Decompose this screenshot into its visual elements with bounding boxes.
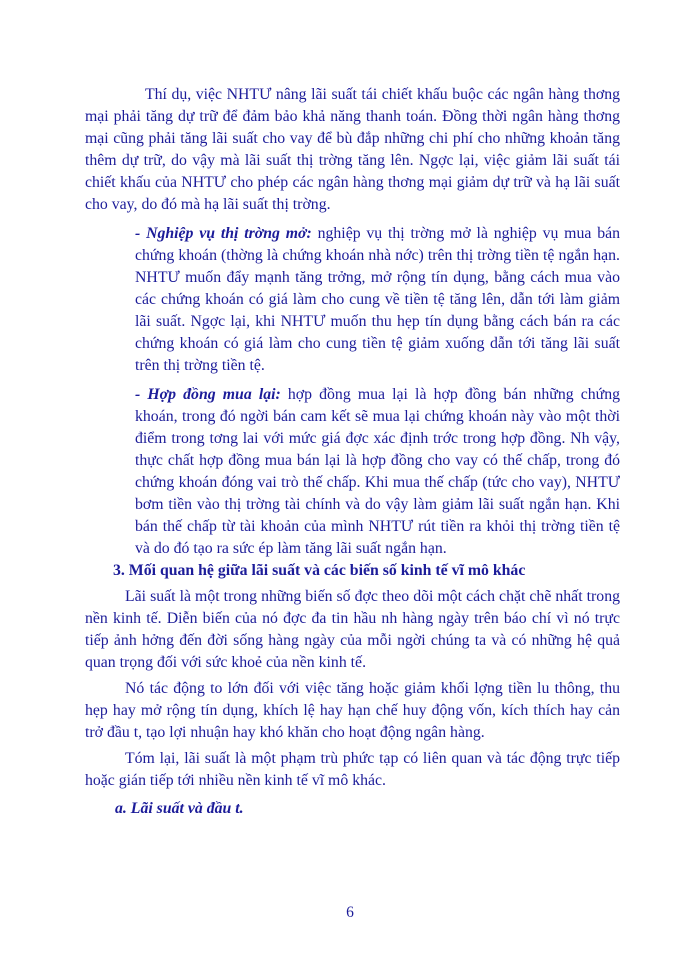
paragraph-discount-rate: Thí dụ, việc NHTƯ nâng lãi suất tái chiết khấu buộc các ngân hàng thơng mại phải tăng dự trữ để đảm bảo khả năng thanh toán. Đồng thời ngân hàng thơng mại cũng phải tăng lãi suất cho vay để bù đắp những chi phí cho những khoản tăng thêm dự trữ, do vậy mà lãi suất thị trờng tăng lên. Ngợc lại, việc giảm lãi suất tái chiết khấu của NHTƯ cho phép các ngân hàng thơng mại giảm dự trữ và hạ lãi suất cho vay, do đó mà hạ lãi suất thị trờng. <box>85 86 620 213</box>
paragraph-repurchase-agreement <box>135 384 620 560</box>
repurchase-body-text: hợp đồng mua lại là hợp đồng bán những chứng khoán, trong đó ngời bán cam kết sẽ mua lại chứng khoán này vào một thời điểm trong tơng lai với mức giá đợc xác định trớc trong hợp đồng. Nh vậy, thực chất hợp đồng mua bán lại là hợp đồng cho vay có thế chấp, trong đó chứng khoán đóng vai trò thế chấp. Khi mua thế chấp (tức cho vay), NHTƯ bơm tiền vào thị trờng tài chính và do vậy làm giảm lãi suất ngắn hạn. Khi bán thế chấp từ tài khoản của mình NHTƯ rút tiền ra khỏi thị trờng tiền tệ và do đó tạo ra sức ép làm tăng lãi suất ngắn hạn. <box>135 386 620 557</box>
paragraph-interest-rate-effects: Nó tác động to lớn đối với việc tăng hoặc giảm khối lợng tiền lu thông, thu hẹp hay mở rộng tín dụng, khích lệ hay hạn chế huy động vốn, kích thích hay cản trở đầu t, tạo lợi nhuận hay khó khăn cho hoạt động ngân hàng. <box>85 680 620 741</box>
paragraph-interest-rate-monitoring: Lãi suất là một trong những biến số đợc theo dõi một cách chặt chẽ nhất trong nền kinh tế. Diễn biến của nó đợc đa tin hầu nh hàng ngày trên báo chí vì nó trực tiếp ảnh hởng đến đời sống hàng ngày của mỗi ngời chúng ta và có những hệ quả quan trọng đối với sức khoẻ của nền kinh tế. <box>85 588 620 671</box>
section-heading-3: 3. Mối quan hệ giữa lãi suất và các biến số kinh tế vĩ mô khác <box>113 562 526 579</box>
open-market-body-text: nghiệp vụ thị trờng mở là nghiệp vụ mua bán chứng khoán (thờng là chứng khoán nhà nớc) trên thị trờng tiền tệ ngắn hạn. NHTƯ muốn đẩy mạnh tăng trởng, mở rộng tín dụng, bằng cách mua vào các chứng khoán có giá làm cho cung về tiền tệ tăng lên, dẫn tới làm giảm lãi suất. Ngợc lại, khi NHTƯ muốn thu hẹp tín dụng bằng cách bán ra các chứng khoán có giá làm cho cung tiền tệ giảm xuống dẫn tới tăng lãi suất trên thị trờng tiền tệ. <box>135 225 620 374</box>
subheading-a-interest-and-investment: a. Lãi suất và đầu t. <box>115 800 244 817</box>
paragraph-open-market-operations <box>135 223 620 377</box>
page-number: 6 <box>346 904 354 921</box>
open-market-term-label: - Nghiệp vụ thị trờng mở: <box>135 225 312 242</box>
paragraph-summary: Tóm lại, lãi suất là một phạm trù phức tạp có liên quan và tác động trực tiếp hoặc gián tiếp tới nhiều nền kinh tế vĩ mô khác. <box>85 750 620 789</box>
repurchase-term-label: - Hợp đồng mua lại: <box>135 386 281 403</box>
